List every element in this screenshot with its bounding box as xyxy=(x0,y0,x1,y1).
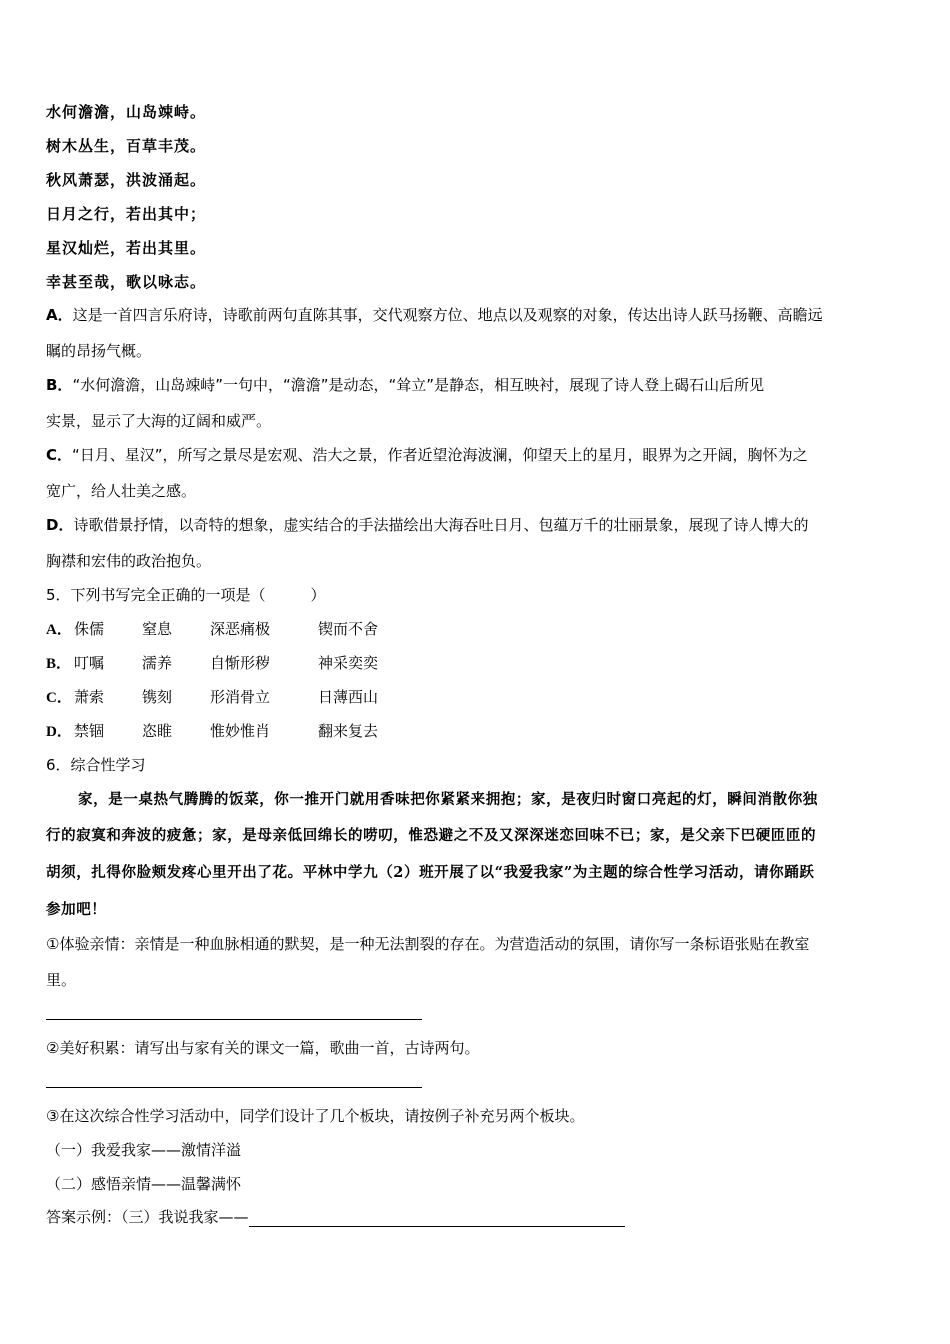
poem-line-3: 秋风萧瑟，洪波涌起。 xyxy=(46,171,207,189)
q6-sub2: ②美好积累：请写出与家有关的课文一篇，歌曲一首，古诗两句。 xyxy=(46,1039,480,1057)
q5-choice-a-word-4: 锲而不舍 xyxy=(318,620,379,638)
q5-number: 5． xyxy=(46,586,71,604)
q5-choice-c-word-2: 镌刻 xyxy=(142,688,173,706)
q5-choice-b-word-1: 叮嘱 xyxy=(74,654,105,672)
q4-option-b-label: B． xyxy=(46,376,73,394)
q6-answer-prefix: 答案示例：（三）我说我家—— xyxy=(46,1208,249,1226)
q6-passage-line-4: 参加吧！ xyxy=(46,901,107,918)
q4-option-c xyxy=(46,445,808,465)
q6-passage-line-1: 家，是一桌热气腾腾的饭菜，你一推开门就用香味把你紧紧来拥抱；家，是夜归时窗口亮起的灯，瞬间消散你独 xyxy=(78,791,818,808)
q5-choice-a-word-3: 深恶痛极 xyxy=(210,620,271,638)
q5-choice-b-label: B． xyxy=(46,656,72,672)
q5-choice-b xyxy=(46,653,408,674)
q4-option-b-text-2: 实景，显示了大海的辽阔和威严。 xyxy=(46,412,272,430)
q6-board-1: （一）我爱我家——激情洋溢 xyxy=(46,1141,242,1159)
q5-stem xyxy=(46,585,326,605)
q4-option-a xyxy=(46,305,823,325)
q6-sub1-line-1: ①体验亲情：亲情是一种血脉相通的默契，是一种无法割裂的存在。为营造活动的氛围，请你写一条标语张贴在教室 xyxy=(46,935,810,953)
q5-choice-b-word-2: 濡养 xyxy=(142,654,173,672)
q5-choice-d-word-3: 惟妙惟肖 xyxy=(210,722,271,740)
q6-sub1-line-2: 里。 xyxy=(46,971,77,989)
q6-number: 6． xyxy=(46,756,71,774)
q4-option-c-text-2: 宽广，给人壮美之感。 xyxy=(46,482,197,500)
q5-choice-d-word-4: 翻来复去 xyxy=(318,722,379,740)
q5-choice-b-word-3: 自惭形秽 xyxy=(210,654,271,672)
poem-line-5: 星汉灿烂，若出其里。 xyxy=(46,239,207,257)
q5-choice-c-word-4: 日薄西山 xyxy=(318,688,379,706)
answer-blank-2[interactable] xyxy=(46,1087,422,1088)
q5-stem-text: 下列书写完全正确的一项是（ ） xyxy=(70,586,326,604)
q4-option-d xyxy=(46,515,808,535)
q5-choice-a-word-1: 侏儒 xyxy=(74,620,105,638)
poem-line-6: 幸甚至哉，歌以咏志。 xyxy=(46,273,207,291)
q6-sub3: ③在这次综合性学习活动中，同学们设计了几个板块，请按例子补充另两个板块。 xyxy=(46,1107,585,1125)
q5-choice-c-word-1: 萧索 xyxy=(74,688,105,706)
q5-choice-d-word-1: 禁锢 xyxy=(74,722,105,740)
q5-choice-b-word-4: 神采奕奕 xyxy=(318,654,379,672)
q6-answer-example xyxy=(46,1207,625,1227)
q4-option-a-text-1: 这是一首四言乐府诗，诗歌前两句直陈其事，交代观察方位、地点以及观察的对象，传达出诗人跃马扬鞭、高瞻远 xyxy=(72,306,823,324)
q6-heading xyxy=(46,755,146,775)
q5-choice-d-label: D． xyxy=(46,724,72,740)
q4-option-d-text-2: 胸襟和宏伟的政治抱负。 xyxy=(46,552,212,570)
q4-option-a-label: A． xyxy=(46,306,73,324)
q4-option-c-label: C． xyxy=(46,446,73,464)
q4-option-a-text-2: 瞩的昂扬气概。 xyxy=(46,342,152,360)
q5-choice-c-label: C． xyxy=(46,690,72,706)
answer-blank-3[interactable] xyxy=(249,1210,625,1227)
poem-line-4: 日月之行，若出其中； xyxy=(46,205,207,223)
q5-choice-d-word-2: 恣睢 xyxy=(142,722,173,740)
answer-blank-1[interactable] xyxy=(46,1019,422,1020)
q5-choice-a-label: A． xyxy=(46,622,72,638)
poem-line-1: 水何澹澹，山岛竦峙。 xyxy=(46,103,207,121)
q5-choice-c-word-3: 形消骨立 xyxy=(210,688,271,706)
q6-passage-line-2: 行的寂寞和奔波的疲惫；家，是母亲低回绵长的唠叨，惟恐避之不及又深深迷恋回味不已；家，是父亲下巴硬匝匝的 xyxy=(46,827,817,844)
q4-option-b xyxy=(46,375,764,395)
q5-choice-a xyxy=(46,619,408,640)
poem-line-2: 树木丛生，百草丰茂。 xyxy=(46,137,207,155)
q4-option-d-text-1: 诗歌借景抒情，以奇特的想象，虚实结合的手法描绘出大海吞吐日月、包蕴万千的壮丽景象，展现了诗人博大的 xyxy=(73,516,809,534)
q4-option-d-label: D． xyxy=(46,516,74,534)
q6-passage-line-3: 胡须，扎得你脸颊发疼心里开出了花。平林中学九（2）班开展了以“我爱我家”为主题的综合性学习活动，请你踊跃 xyxy=(46,864,815,881)
q5-choice-c xyxy=(46,687,408,708)
q4-option-b-text-1: “水何澹澹，山岛竦峙”一句中，“澹澹”是动态，“耸立”是静态，相互映衬，展现了诗人登上碣石山后所见 xyxy=(72,376,765,394)
q4-option-c-text-1: “日月、星汉”，所写之景尽是宏观、浩大之景，作者近望沧海波澜，仰望天上的星月，眼界为之开阔，胸怀为之 xyxy=(72,446,808,464)
q6-board-2: （二）感悟亲情——温馨满怀 xyxy=(46,1175,242,1193)
q6-title: 综合性学习 xyxy=(70,756,146,774)
q5-choice-a-word-2: 窒息 xyxy=(142,620,173,638)
q5-choice-d xyxy=(46,721,408,742)
